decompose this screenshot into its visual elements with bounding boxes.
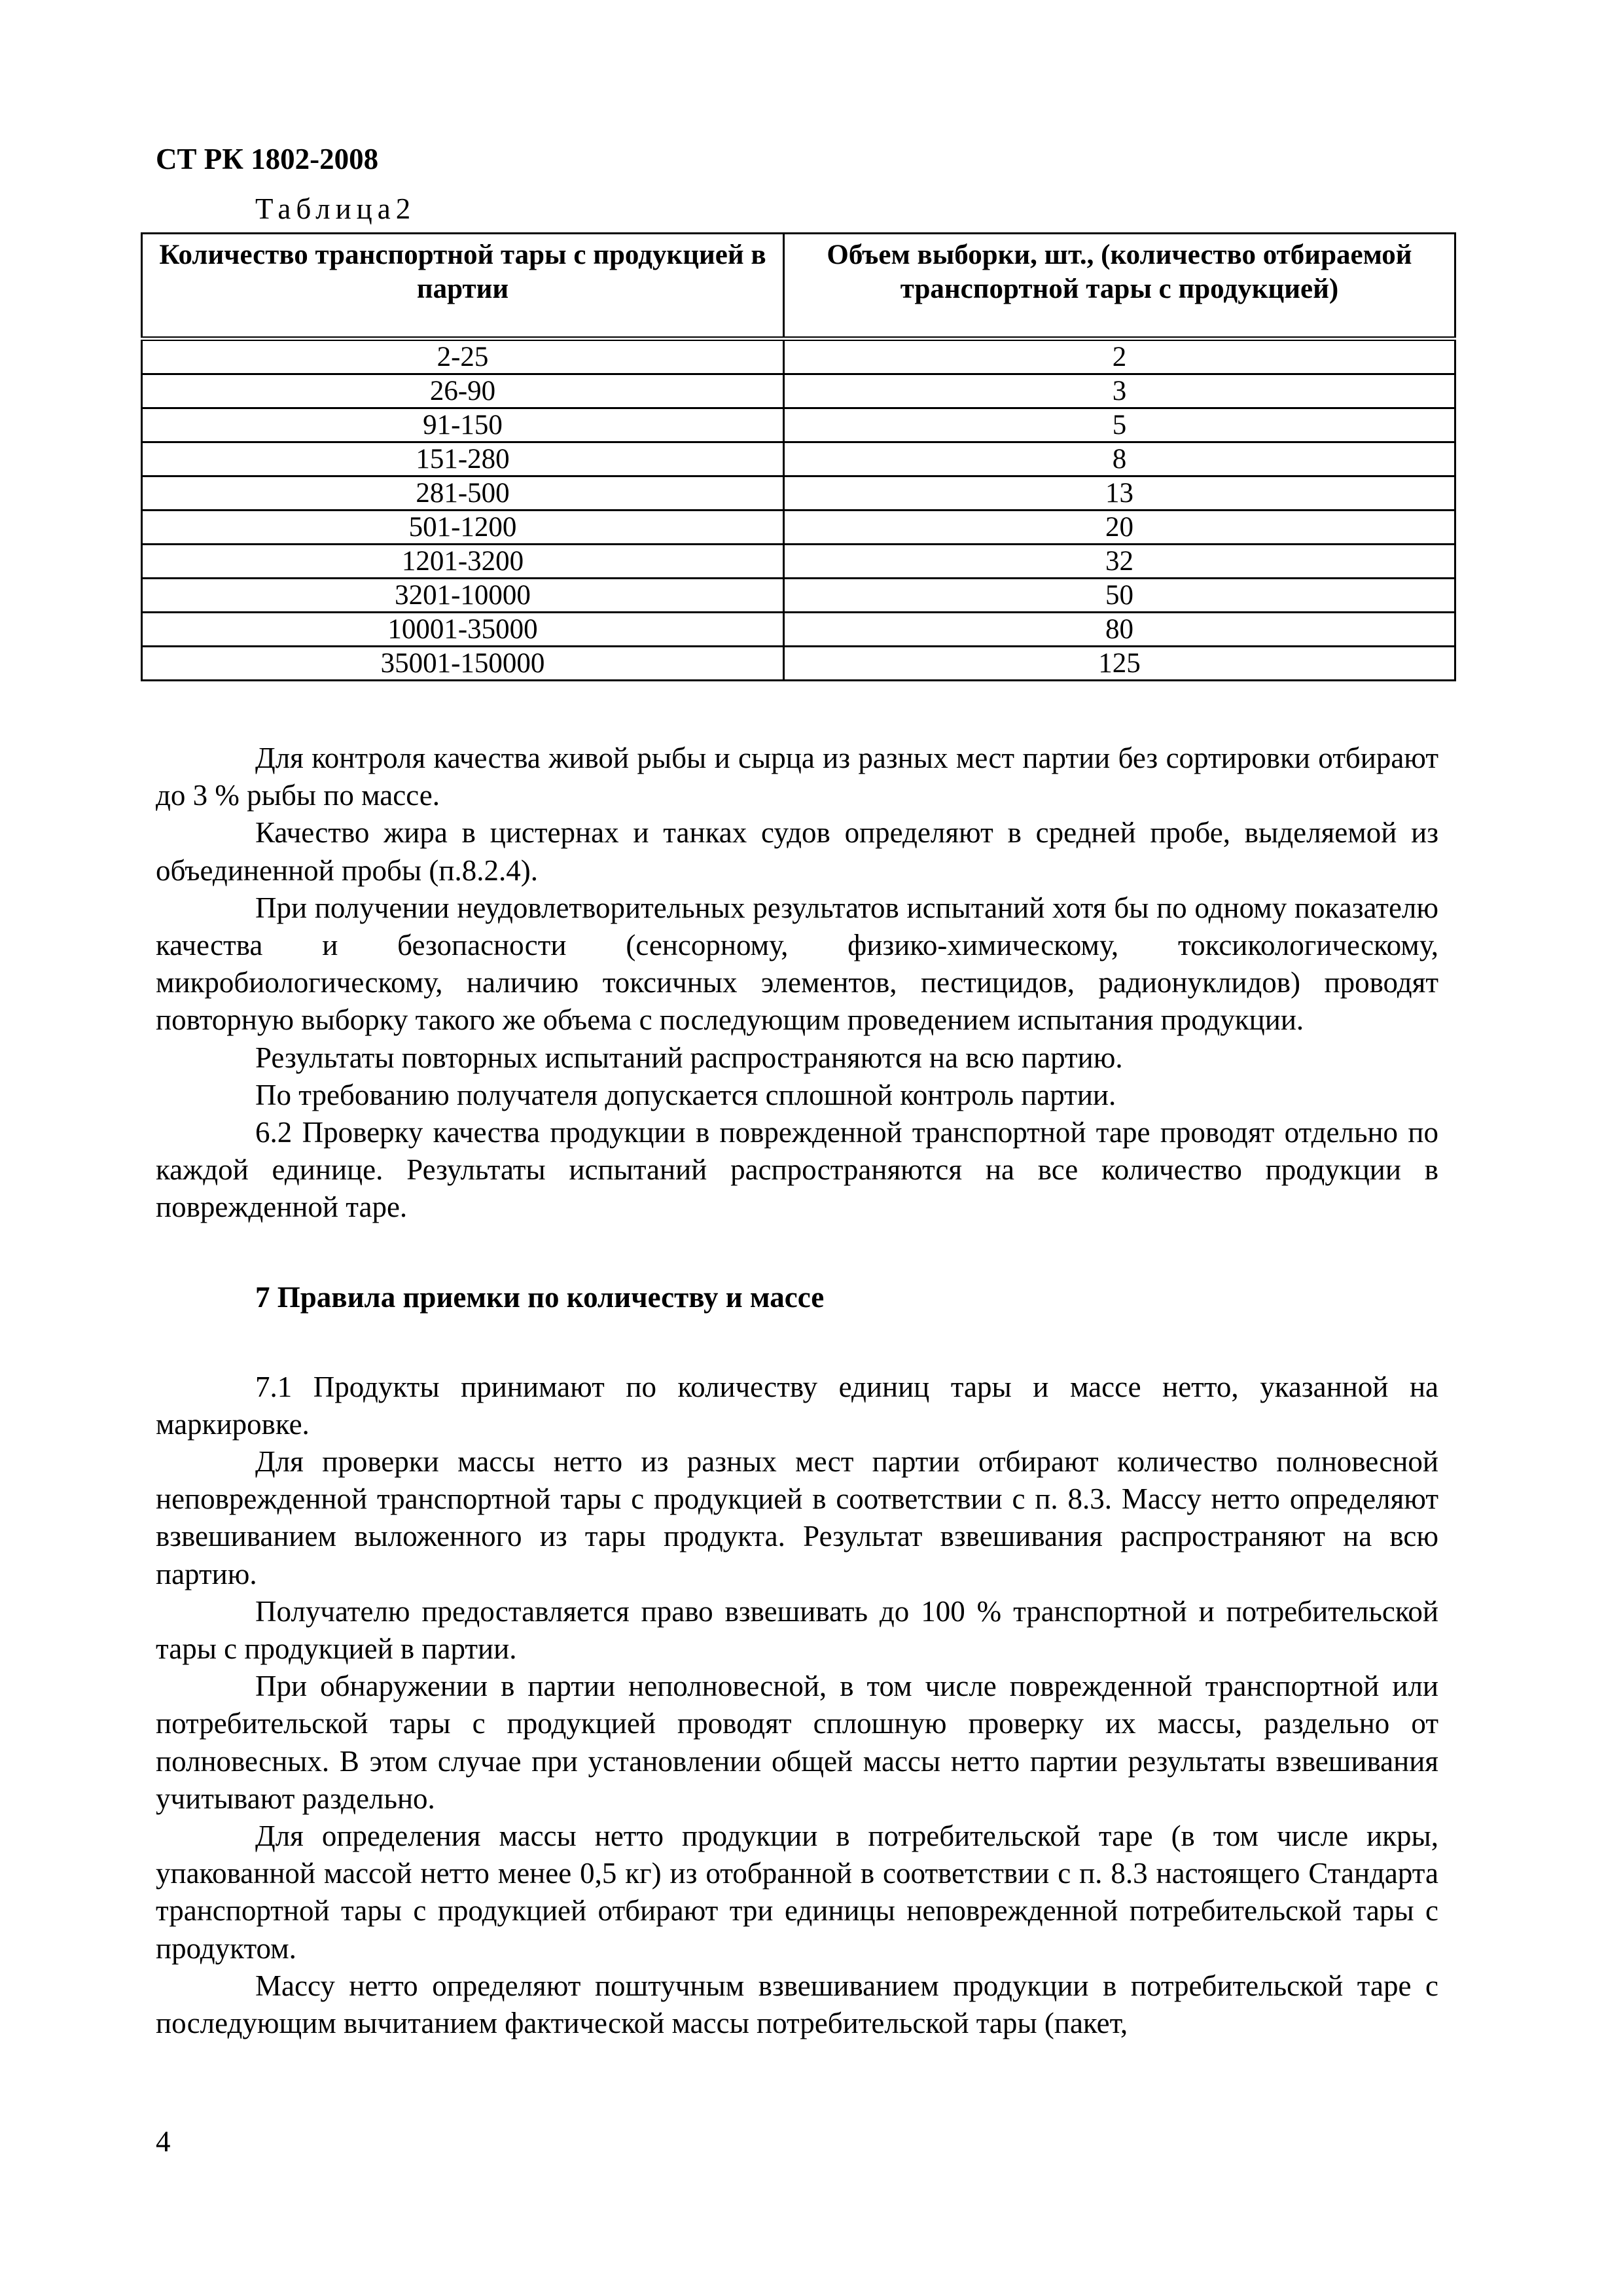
sample-size-cell: 2 <box>784 339 1455 374</box>
paragraph-consumer-package: Для определения массы нетто продукции в потребительской таре (в том числе икры, упакованной массой нетто менее 0,5 кг) из отобранной в соответствии с п. 8.3 настоящего Стандарта транспортной тары с продукцией отбирают три единицы неповрежденной потребительской тары с продуктом. <box>156 1820 1438 1965</box>
table-row <box>142 476 1455 511</box>
table-row <box>142 511 1455 545</box>
paragraph-6-2: 6.2 Проверку качества продукции в поврежденной транспортной таре проводят отдельно по каждой единице. Результаты испытаний распространяются на все количество продукции в поврежденной таре. <box>156 1116 1438 1224</box>
lot-quantity-cell: 10001-35000 <box>142 613 784 647</box>
paragraph-repeat-results: Результаты повторных испытаний распространяются на всю партию. <box>255 1041 1123 1074</box>
table-row <box>142 374 1455 408</box>
lot-quantity-cell: 281-500 <box>142 476 784 511</box>
sample-size-cell: 32 <box>784 545 1455 579</box>
sample-size-cell: 80 <box>784 613 1455 647</box>
table-header-row <box>142 234 1455 339</box>
sample-size-cell: 5 <box>784 408 1455 442</box>
paragraph-live-fish-sampling: Для контроля качества живой рыбы и сырца из разных мест партии без сортировки отбирают до 3 % рыбы по массе. <box>156 742 1438 812</box>
section-title: 7 Правила приемки по количеству и массе <box>255 1280 825 1314</box>
paragraph-underweight: При обнаружении в партии неполновесной, в том числе поврежденной транспортной или потребительской тары с продукцией проводят сплошную проверку их массы, раздельно от полновесных. В этом случае при установлении общей массы нетто партии результаты взвешивания учитывают раздельно. <box>156 1670 1438 1815</box>
sample-size-table <box>141 232 1456 681</box>
table-row <box>142 647 1455 681</box>
sample-size-cell: 8 <box>784 442 1455 476</box>
lot-quantity-cell: 26-90 <box>142 374 784 408</box>
paragraph-piece-weighing: Массу нетто определяют поштучным взвешиванием продукции в потребительской таре с последующим вычитанием фактической массы потребительской тары (пакет, <box>156 1969 1438 2040</box>
lot-quantity-cell: 1201-3200 <box>142 545 784 579</box>
table-row <box>142 339 1455 374</box>
paragraph-repeat-sampling: При получении неудовлетворительных результатов испытаний хотя бы по одному показателю качества и безопасности (сенсорному, физико-химическому, токсикологическому, микробиологическому, наличию токсичных элементов, пестицидов, радионуклидов) проводят повторную выборку такого же объема с последующим проведением испытания продукции. <box>156 891 1438 1037</box>
sample-size-cell: 50 <box>784 579 1455 613</box>
lot-quantity-cell: 3201-10000 <box>142 579 784 613</box>
sample-size-cell: 13 <box>784 476 1455 511</box>
lot-quantity-cell: 151-280 <box>142 442 784 476</box>
lot-quantity-cell: 2-25 <box>142 339 784 374</box>
table-row <box>142 545 1455 579</box>
column-header-lot-quantity: Количество транспортной тары с продукцией в партии <box>142 234 784 339</box>
table-row <box>142 579 1455 613</box>
table-row <box>142 408 1455 442</box>
sample-size-cell: 3 <box>784 374 1455 408</box>
paragraph-recipient-weighing: Получателю предоставляется право взвешивать до 100 % транспортной и потребительской тары с продукцией в партии. <box>156 1594 1438 1666</box>
paragraph-7-1: 7.1 Продукты принимают по количеству единиц тары и массе нетто, указанной на маркировке. <box>156 1370 1438 1441</box>
table-row <box>142 613 1455 647</box>
sample-size-cell: 125 <box>784 647 1455 681</box>
sample-size-cell: 20 <box>784 511 1455 545</box>
document-header: СТ РК 1802-2008 <box>156 143 379 175</box>
paragraph-net-mass-check: Для проверки массы нетто из разных мест партии отбирают количество полновесной неповрежденной транспортной тары с продукцией в соответствии с п. 8.3. Массу нетто определяют взвешиванием выложенного из тары продукта. Результат взвешивания распространяют на всю партию. <box>156 1445 1438 1590</box>
table-row <box>142 442 1455 476</box>
lot-quantity-cell: 501-1200 <box>142 511 784 545</box>
paragraph-full-control: По требованию получателя допускается сплошной контроль партии. <box>255 1078 1116 1111</box>
column-header-sample-size: Объем выборки, шт., (количество отбираемой транспортной тары с продукцией) <box>784 234 1455 339</box>
page-number: 4 <box>156 2125 171 2158</box>
lot-quantity-cell: 91-150 <box>142 408 784 442</box>
table-caption: Таблица2 <box>255 192 416 225</box>
body-text <box>156 740 1438 2042</box>
lot-quantity-cell: 35001-150000 <box>142 647 784 681</box>
paragraph-fat-quality: Качество жира в цистернах и танках судов определяют в средней пробе, выделяемой из объединенной пробы (п.8.2.4). <box>156 816 1438 887</box>
